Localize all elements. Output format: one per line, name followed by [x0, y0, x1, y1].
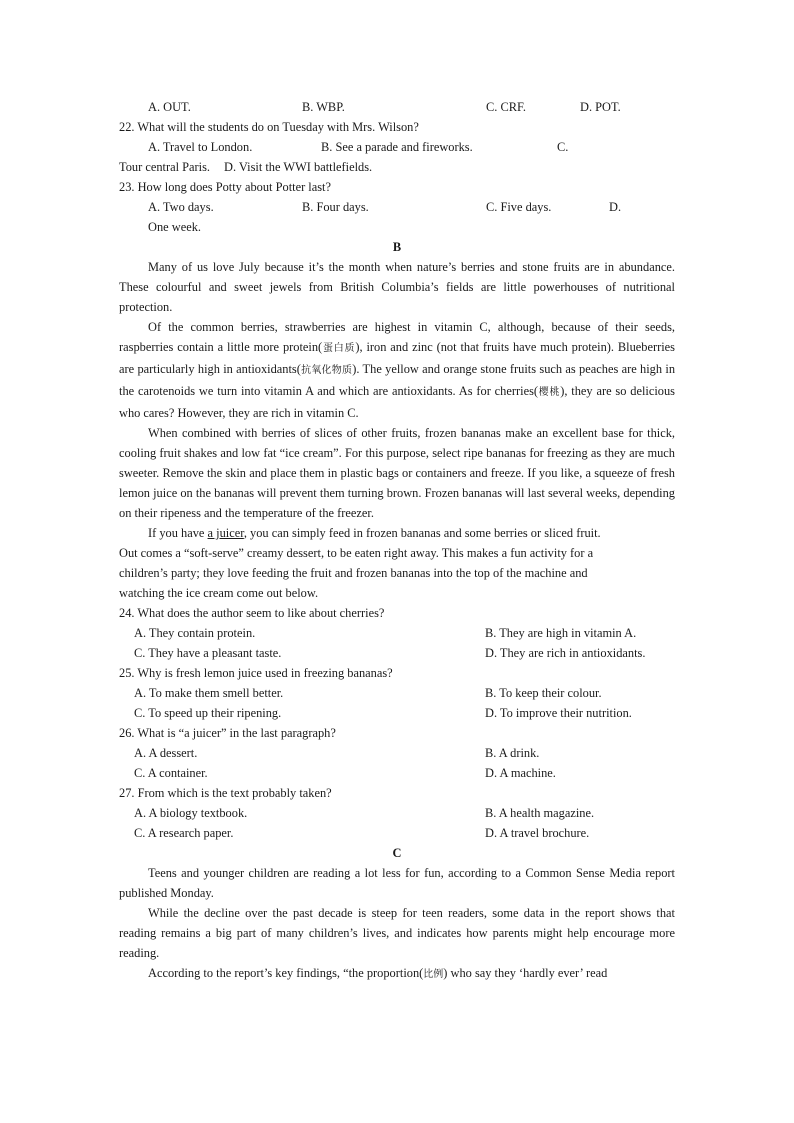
q23-question: 23. How long does Potty about Potter last?: [119, 180, 332, 194]
exam-page: [119, 97, 675, 985]
q25-option-d: D. To improve their nutrition.: [485, 706, 632, 720]
p2-gloss-cherries: 樱桃: [538, 387, 561, 398]
q25-option-a: A. To make them smell better.: [134, 686, 284, 700]
p4-line-4: watching the ice cream come out below.: [119, 586, 319, 600]
p4-line-1: [119, 523, 675, 543]
q22-options-line2: [119, 157, 675, 177]
q24-options-row-1: [119, 623, 675, 643]
q24-options-row-2: [119, 643, 675, 663]
q23-option-b: B. Four days.: [302, 200, 369, 214]
q21-options: [119, 97, 675, 117]
p4-line-2: Out comes a “soft-serve” creamy dessert, to be eaten right away. This makes a fun activity for a: [119, 546, 594, 560]
q22-option-d: D. Visit the WWI battlefields.: [224, 160, 373, 174]
c-p3-text-1: According to the report’s key findings, “the proportion(: [148, 966, 424, 980]
q22-option-c-text: Tour central Paris.: [119, 160, 210, 174]
section-c-paragraph-3: [119, 963, 675, 985]
p2-text-2: ), iron and zinc (not that fruits have much protein). Blueberries are particularly high in antioxidants(: [119, 340, 675, 376]
p4-line-3: children’s party; they love feeding the fruit and frozen bananas into the top of the machine and: [119, 566, 588, 580]
q25-options-row-1: [119, 683, 675, 703]
q25-question: 25. Why is fresh lemon juice used in freezing bananas?: [119, 666, 393, 680]
q21-option-c: C. CRF.: [486, 100, 526, 114]
q23-option-d-text: One week.: [148, 220, 201, 234]
p4-text-after: , you can simply feed in frozen bananas and some berries or sliced fruit.: [243, 526, 601, 540]
q27-options-row-2: [119, 823, 675, 843]
question-26: [119, 723, 675, 783]
q26-option-a: A. A dessert.: [134, 746, 198, 760]
p2-text-4: ), they are so delicious who cares? However, they are rich in vitamin C.: [119, 384, 675, 420]
section-b-heading: B: [392, 240, 402, 254]
q22-option-a: A. Travel to London.: [148, 140, 253, 154]
q23-option-a: A. Two days.: [148, 200, 214, 214]
q26-question: 26. What is “a juicer” in the last paragraph?: [119, 726, 336, 740]
q22-options-line1: [119, 137, 675, 157]
q26-option-b: B. A drink.: [485, 746, 540, 760]
q22-question: 22. What will the students do on Tuesday with Mrs. Wilson?: [119, 120, 419, 134]
q22-option-b: B. See a parade and fireworks.: [321, 140, 473, 154]
juicer-underlined: a juicer: [207, 526, 244, 540]
q22-option-c-label: C.: [557, 140, 569, 154]
q26-option-d: D. A machine.: [485, 766, 556, 780]
c-p3-text-2: ) who say they ‘hardly ever’ read: [443, 966, 608, 980]
question-24: [119, 603, 675, 663]
question-27: [119, 783, 675, 843]
q21-option-b: B. WBP.: [302, 100, 345, 114]
q25-option-b: B. To keep their colour.: [485, 686, 602, 700]
q24-question: 24. What does the author seem to like about cherries?: [119, 606, 385, 620]
q26-options-row-1: [119, 743, 675, 763]
p2-gloss-antioxidants: 抗氧化物质: [300, 365, 353, 376]
p2-gloss-protein: 蛋白质: [322, 343, 356, 354]
p2-text-1: Of the common berries, strawberries are highest in vitamin C, although, because of their seeds, raspberries contain a little more protein(: [119, 320, 675, 354]
q27-options-row-1: [119, 803, 675, 823]
p4-text-before: If you have: [148, 526, 208, 540]
q27-option-d: D. A travel brochure.: [485, 826, 590, 840]
q27-option-b: B. A health magazine.: [485, 806, 595, 820]
section-b-paragraph-1: Many of us love July because it’s the month when nature’s berries and stone fruits are in abundance. These colourful and sweet jewels from British Columbia’s fields are little powerhouses of nutritional protection.: [119, 260, 675, 314]
section-c-paragraph-1: Teens and younger children are reading a lot less for fun, according to a Common Sense Media report published Monday.: [119, 866, 675, 900]
section-b-paragraph-4: [119, 523, 675, 603]
q21-option-d: D. POT.: [580, 100, 621, 114]
question-25: [119, 663, 675, 723]
section-b-paragraph-2: [119, 317, 675, 423]
q27-option-c: C. A research paper.: [134, 826, 234, 840]
q23-options-line1: [119, 197, 675, 217]
q24-option-b: B. They are high in vitamin A.: [485, 626, 637, 640]
q23-option-c: C. Five days.: [486, 200, 552, 214]
q26-option-c: C. A container.: [134, 766, 208, 780]
section-c-heading: C: [392, 846, 402, 860]
q25-option-c: C. To speed up their ripening.: [134, 706, 282, 720]
q27-option-a: A. A biology textbook.: [134, 806, 248, 820]
q23-options-line2: [119, 217, 675, 237]
q24-option-c: C. They have a pleasant taste.: [134, 646, 282, 660]
q24-option-d: D. They are rich in antioxidants.: [485, 646, 646, 660]
q25-options-row-2: [119, 703, 675, 723]
q24-option-a: A. They contain protein.: [134, 626, 256, 640]
q27-question: 27. From which is the text probably taken?: [119, 786, 332, 800]
section-c-paragraph-2: While the decline over the past decade is steep for teen readers, some data in the report shows that reading remains a big part of many children’s lives, and indicates how parents might help encourage more reading.: [119, 906, 675, 960]
section-b-paragraph-3: When combined with berries of slices of other fruits, frozen bananas make an excellent base for thick, cooling fruit shakes and low fat “ice cream”. For this purpose, select ripe bananas for freezing as they are much sweeter. Remove the skin and place them in plastic bags or containers and freeze. If you like, a squeeze of fresh lemon juice on the bananas will prevent them turning brown. Frozen bananas will last several weeks, depending on their ripeness and the temperature of the freezer.: [119, 426, 675, 520]
q21-option-a: A. OUT.: [148, 100, 191, 114]
q26-options-row-2: [119, 763, 675, 783]
p2-text-3: ). The yellow and orange stone fruits such as peaches are high in the carotenoids we turn into vitamin A and which are antioxidants. As for cherries(: [119, 362, 676, 398]
q23-option-d-label: D.: [609, 200, 622, 214]
c-p3-gloss-proportion: 比例: [423, 969, 444, 980]
